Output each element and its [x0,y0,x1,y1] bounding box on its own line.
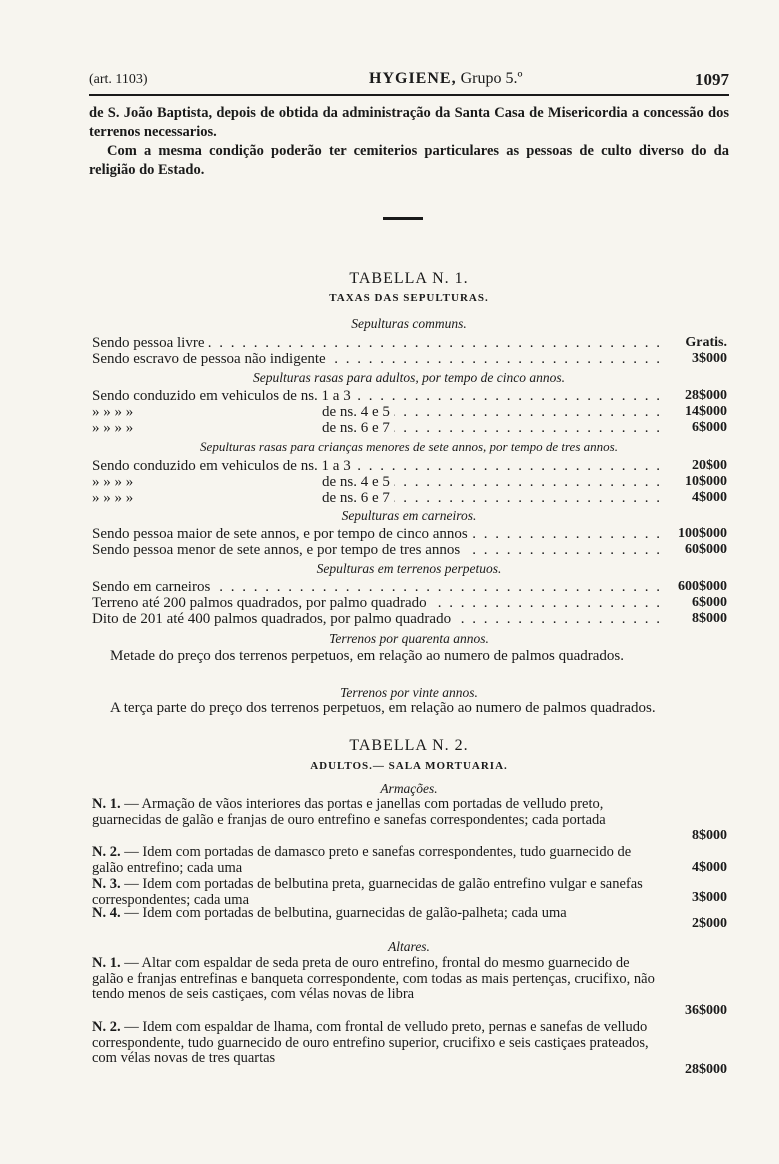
ditto-marks: » » » » [92,474,134,490]
tabella-2-subtitle: ADULTOS.— SALA MORTUARIA. [310,760,508,772]
item-text: — Idem com portadas de belbutina preta, guarnecidas de galão entrefino vulgar e sanefas correspondentes; cada uma [92,876,643,908]
row-label-text: de ns. 6 e 7 [322,490,390,506]
paragraph [92,700,729,717]
row-value: 28$000 [685,1062,727,1077]
list-item [92,845,662,876]
section-heading: Sepulturas rasas para adultos, por tempo de cinco annos. [253,370,565,385]
page-number: 1097 [695,70,729,89]
row-label: Sendo pessoa maior de sete annos, e por tempo de cinco annos [92,526,472,542]
table-row [92,542,662,558]
section-heading: Sepulturas rasas para crianças menores de sete annos, por tempo de tres annos. [200,439,618,454]
row-label: Sendo pessoa menor de sete annos, e por tempo de tres annos [92,542,464,558]
list-item [92,956,662,1003]
table-row [92,595,662,611]
tabella-1-title: TABELLA N. 1. [349,270,469,287]
intro-paragraph-2: Com a mesma condição poderão ter cemiterios particulares as pessoas de culto diverso do da religião do Estado. [89,143,729,178]
vinte-text: A terça parte do preço dos terrenos perpetuos, em relação ao numero de palmos quadrados. [110,700,656,716]
row-label [92,420,394,436]
row-value: 6$000 [692,420,727,435]
table-row [92,404,662,420]
row-label-text: de ns. 4 e 5 [322,404,390,420]
table-row [92,526,662,542]
row-value: Gratis. [685,335,727,350]
row-label-text: de ns. 4 e 5 [322,474,390,490]
page-header [89,68,729,96]
tabella-1-subtitle: TAXAS DAS SEPULTURAS. [329,292,489,304]
row-label [92,404,394,420]
table-row [92,335,662,351]
running-title-group: Grupo 5.º [460,70,523,87]
row-label: Sendo em carneiros [92,579,214,595]
item-number: N. 2. [92,1019,121,1035]
item-number: N. 1. [92,796,121,812]
row-value: 600$000 [678,579,727,594]
row-label: Sendo conduzido em vehiculos de ns. 1 a 3 [92,458,355,474]
section-heading: Terrenos por quarenta annos. [329,631,489,646]
table-row [92,458,662,474]
section-divider [383,217,423,220]
ditto-marks: » » » » [92,490,134,506]
section-heading: Armações. [380,781,438,796]
row-value: 60$000 [685,542,727,557]
ditto-marks: » » » » [92,420,134,436]
item-number: N. 3. [92,876,121,892]
row-label: Sendo pessoa livre [92,335,208,351]
row-value: 4$000 [692,860,727,875]
table-row [92,611,662,627]
row-value: 8$000 [692,828,727,843]
item-text: — Idem com portadas de damasco preto e sanefas correspondentes, tudo guarnecido de galão entrefino; cada uma [92,844,632,876]
row-value: 10$000 [685,474,727,489]
table-row [92,490,662,506]
item-number: N. 1. [92,955,121,971]
row-value: 100$000 [678,526,727,541]
row-label: Sendo conduzido em vehiculos de ns. 1 a 3 [92,388,355,404]
row-value: 2$000 [692,916,727,931]
row-value: 4$000 [692,490,727,505]
row-value: 36$000 [685,1003,727,1018]
item-text: — Altar com espaldar de seda preta de ouro entrefino, frontal do mesmo guarnecido de galão e franjas entrefinas e banqueta correspondente, com todas as mais pertenças, crucifixo, não tendo menos de seis castiçaes, com vélas novas de libra [92,955,655,1002]
item-number: N. 4. [92,905,121,921]
section-heading: Sepulturas em carneiros. [341,508,477,523]
row-label: Sendo escravo de pessoa não indigente [92,351,330,367]
intro-paragraph-1: de S. João Baptista, depois de obtida da administração da Santa Casa de Misericordia a concessão dos terrenos necessarios. [89,105,729,140]
list-item [92,906,662,922]
item-text: — Idem com portadas de belbutina, guarnecidas de galão-palheta; cada uma [124,905,567,921]
table-row [92,388,662,404]
item-text: — Idem com espaldar de lhama, com frontal de velludo preto, pernas e sanefas de velludo correspondente, tudo guarnecido de ouro entrefino superior, crucifixo e seis castiçaes prateados, com vélas novas de tres quartas [92,1019,649,1066]
running-title [369,70,522,88]
row-value: 3$000 [692,890,727,905]
table-row [92,351,662,367]
table-row [92,420,662,436]
row-value: 14$000 [685,404,727,419]
list-item [92,797,662,828]
item-number: N. 2. [92,844,121,860]
table-row [92,579,662,595]
tabella-2-title: TABELLA N. 2. [349,737,469,754]
row-value: 28$000 [685,388,727,403]
paragraph [92,648,729,665]
row-value: 20$00 [692,458,727,473]
section-heading: Sepulturas communs. [351,316,467,331]
row-label: Terreno até 200 palmos quadrados, por palmo quadrado [92,595,431,611]
row-label-text: de ns. 6 e 7 [322,420,390,436]
row-label: Dito de 201 até 400 palmos quadrados, por palmo quadrado [92,611,455,627]
row-label [92,474,394,490]
quarenta-text: Metade do preço dos terrenos perpetuos, em relação ao numero de palmos quadrados. [110,648,624,664]
row-value: 8$000 [692,611,727,626]
row-value: 6$000 [692,595,727,610]
intro-text [89,104,729,180]
item-text: — Armação de vãos interiores das portas e janellas com portadas de velludo preto, guarnecidas de galão e franjas de ouro entrefino e sanefas correspondentes; cada portada [92,796,606,828]
list-item [92,1020,662,1067]
section-heading: Altares. [388,939,430,954]
list-item [92,877,662,908]
ditto-marks: » » » » [92,404,134,420]
row-value: 3$000 [692,351,727,366]
article-ref: (art. 1103) [89,72,148,87]
running-title-bold: HYGIENE, [369,70,457,87]
table-row [92,474,662,490]
section-heading: Terrenos por vinte annos. [340,685,478,700]
section-heading: Sepulturas em terrenos perpetuos. [316,561,502,576]
row-label [92,490,394,506]
